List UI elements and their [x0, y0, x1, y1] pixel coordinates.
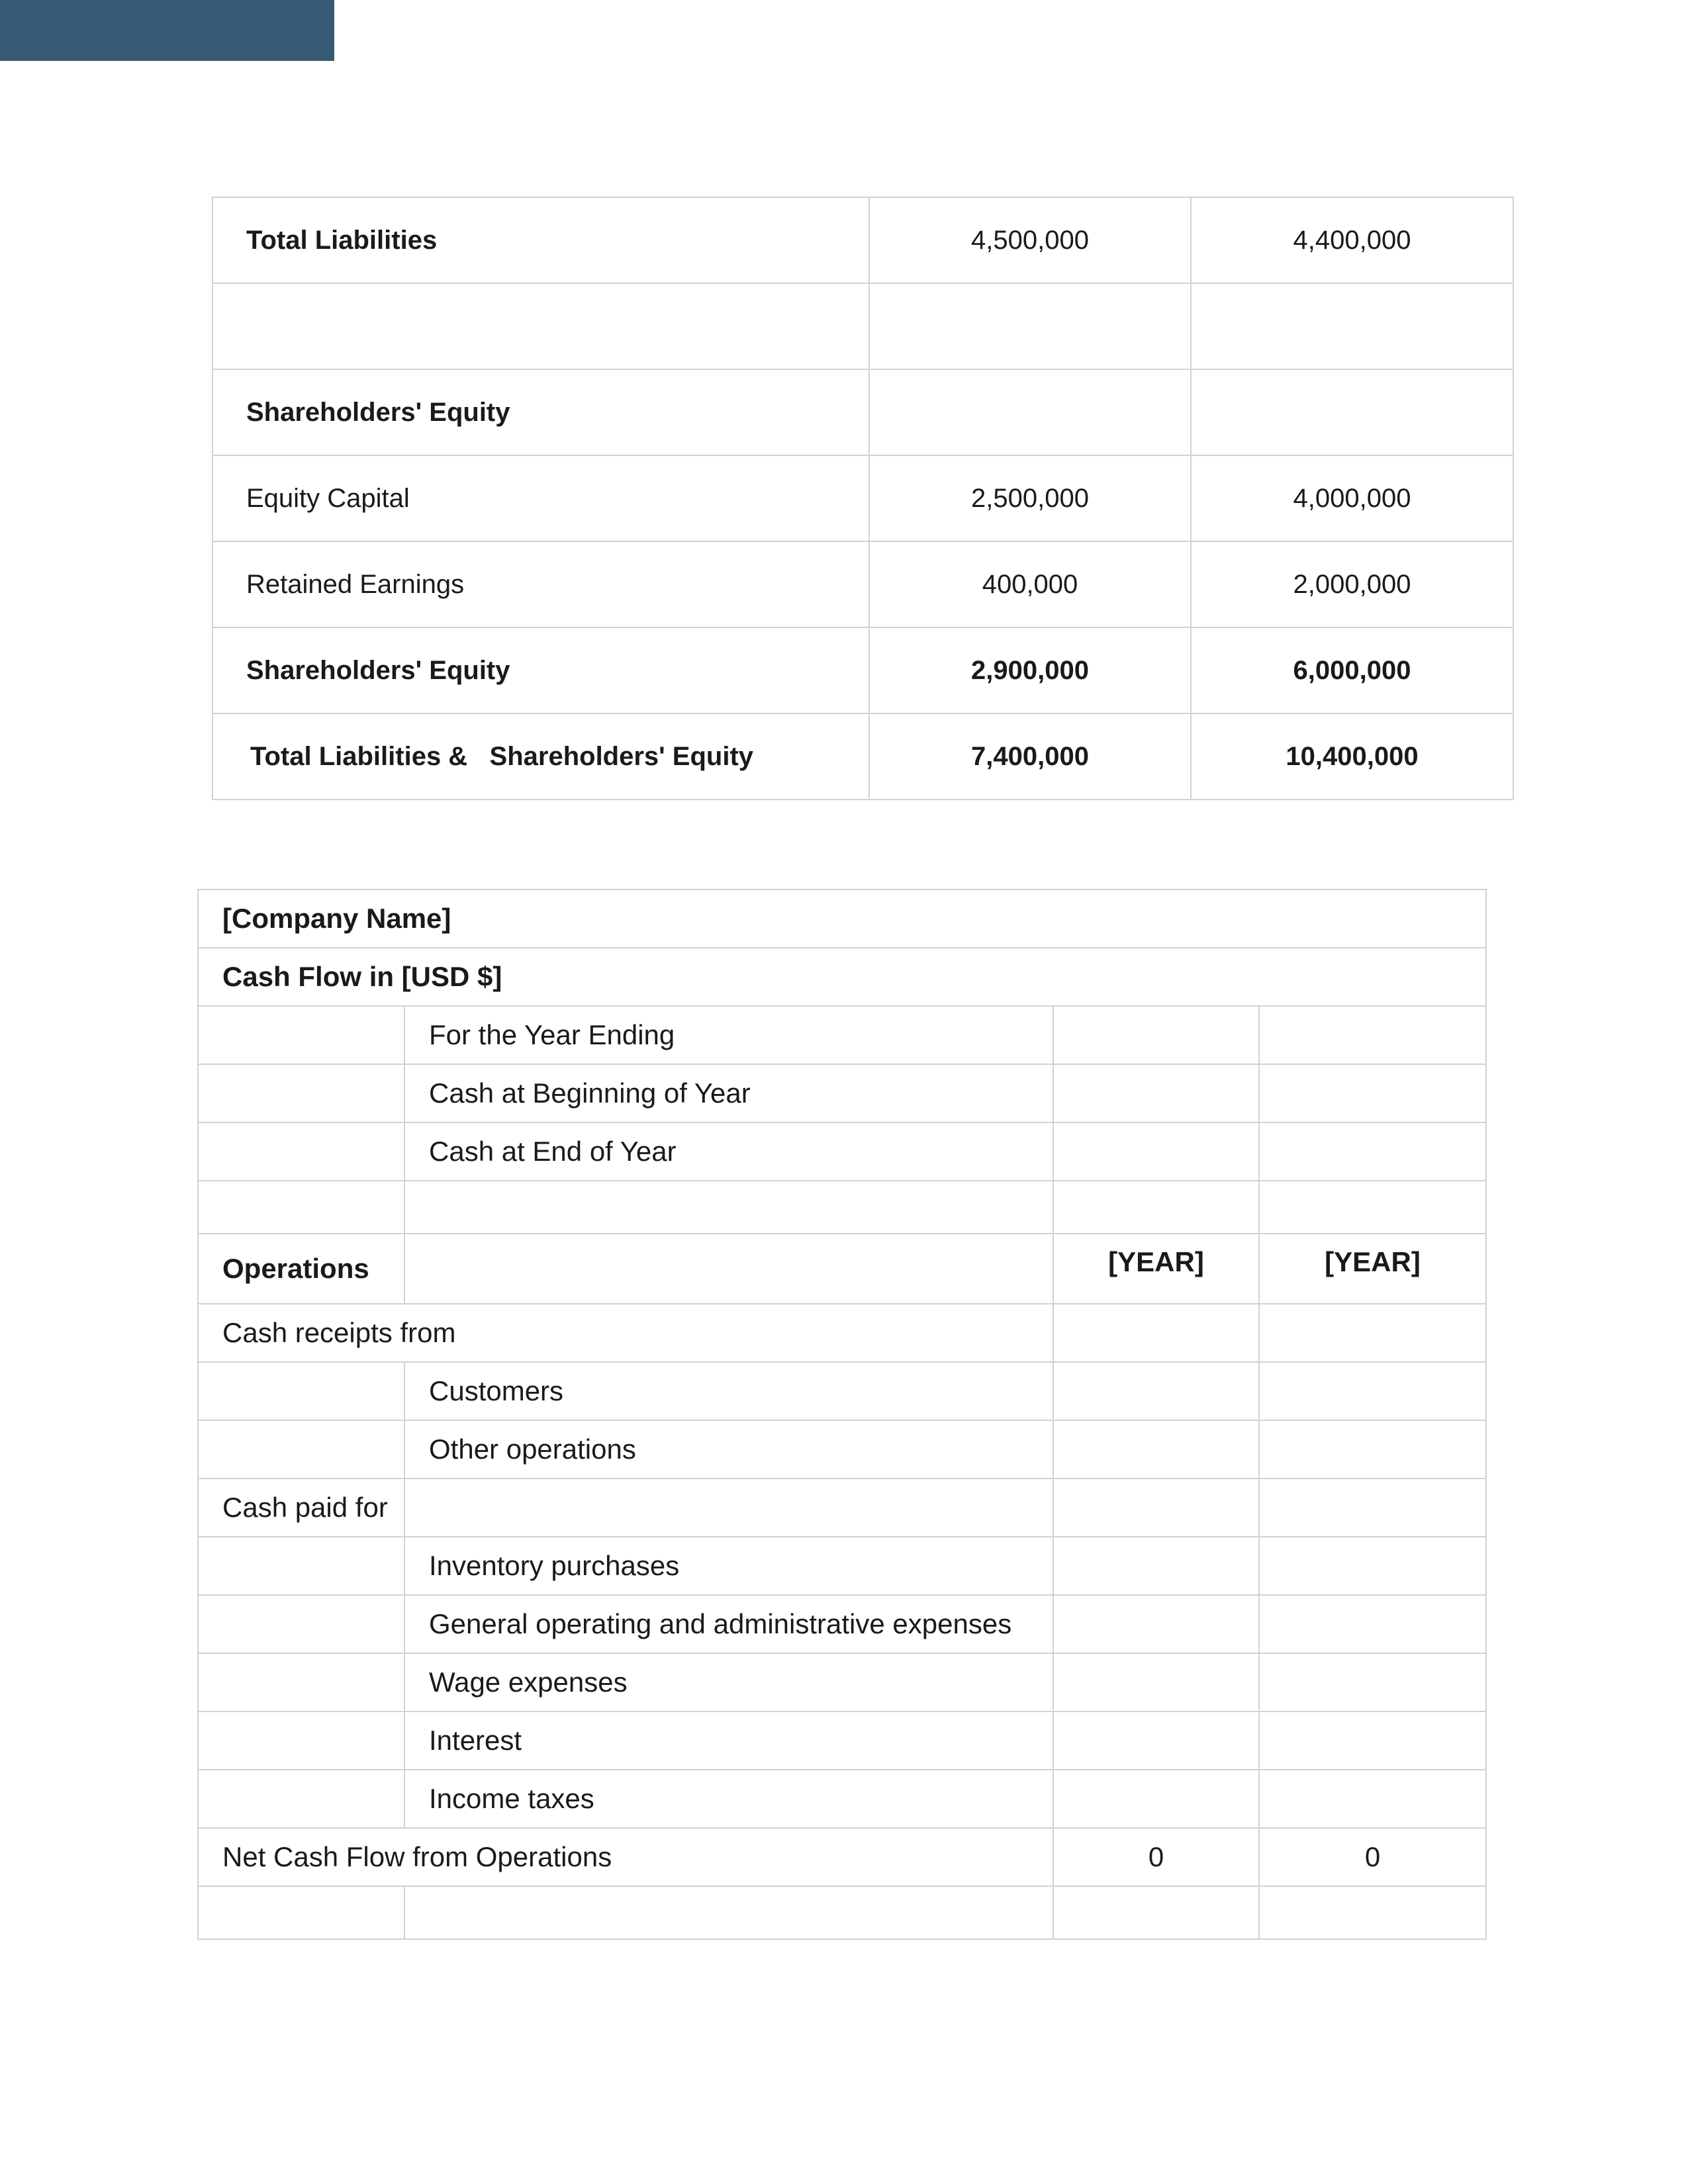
table-row [212, 283, 1513, 369]
row-value-2: 6,000,000 [1191, 627, 1513, 713]
company-name-row [198, 889, 1486, 948]
table-row [198, 1595, 1486, 1653]
row-label: Retained Earnings [212, 541, 869, 627]
row-label: Equity Capital [212, 455, 869, 541]
table-row [198, 1064, 1486, 1122]
table-row [198, 1122, 1486, 1181]
table-row [198, 1770, 1486, 1828]
cash-paid-label: Cash paid for [198, 1479, 404, 1537]
company-name: [Company Name] [198, 889, 1486, 948]
table-row [212, 197, 1513, 283]
row-label: Shareholders' Equity [212, 369, 869, 455]
cash-flow-table [197, 889, 1487, 1940]
table-row [198, 1711, 1486, 1770]
table-row [198, 1304, 1486, 1362]
cash-beginning-label: Cash at Beginning of Year [404, 1064, 1053, 1122]
row-value-2: 4,000,000 [1191, 455, 1513, 541]
operations-label: Operations [198, 1234, 404, 1304]
cash-flow-title: Cash Flow in [USD $] [198, 948, 1486, 1006]
income-taxes-label: Income taxes [404, 1770, 1053, 1828]
row-value-2 [1191, 283, 1513, 369]
row-label: Shareholders' Equity [212, 627, 869, 713]
row-label: Total Liabilities [212, 197, 869, 283]
row-label [212, 283, 869, 369]
row-value-1 [869, 369, 1191, 455]
table-row [212, 541, 1513, 627]
table-row [198, 1886, 1486, 1939]
row-value-1: 2,900,000 [869, 627, 1191, 713]
row-value-1 [869, 283, 1191, 369]
net-cash-flow-row [198, 1828, 1486, 1886]
cash-receipts-label: Cash receipts from [198, 1304, 1053, 1362]
row-value-1: 4,500,000 [869, 197, 1191, 283]
operations-header-row [198, 1234, 1486, 1304]
table-row [198, 1653, 1486, 1711]
row-label: Total Liabilities & Shareholders' Equity [212, 713, 869, 799]
table-row [212, 369, 1513, 455]
net-cash-flow-value-1: 0 [1053, 1828, 1259, 1886]
customers-label: Customers [404, 1362, 1053, 1420]
table-row [212, 455, 1513, 541]
table-row [212, 713, 1513, 799]
row-value-2: 2,000,000 [1191, 541, 1513, 627]
for-year-ending-label: For the Year Ending [404, 1006, 1053, 1064]
wage-expenses-label: Wage expenses [404, 1653, 1053, 1711]
row-value-1: 2,500,000 [869, 455, 1191, 541]
table-row [198, 1362, 1486, 1420]
row-value-2 [1191, 369, 1513, 455]
year-header-2: [YEAR] [1259, 1234, 1486, 1304]
balance-sheet-table [212, 197, 1514, 800]
currency-title-row [198, 948, 1486, 1006]
table-row [198, 1181, 1486, 1234]
header-accent-bar [0, 0, 334, 61]
general-expenses-label: General operating and administrative expenses [404, 1595, 1053, 1653]
net-cash-flow-value-2: 0 [1259, 1828, 1486, 1886]
table-row [198, 1537, 1486, 1595]
row-value-1: 400,000 [869, 541, 1191, 627]
interest-label: Interest [404, 1711, 1053, 1770]
table-row [198, 1006, 1486, 1064]
cash-end-label: Cash at End of Year [404, 1122, 1053, 1181]
row-value-2: 10,400,000 [1191, 713, 1513, 799]
net-cash-flow-label: Net Cash Flow from Operations [198, 1828, 1053, 1886]
table-row [198, 1420, 1486, 1479]
table-row [198, 1479, 1486, 1537]
inventory-purchases-label: Inventory purchases [404, 1537, 1053, 1595]
row-value-1: 7,400,000 [869, 713, 1191, 799]
other-operations-label: Other operations [404, 1420, 1053, 1479]
year-header-1: [YEAR] [1053, 1234, 1259, 1304]
row-value-2: 4,400,000 [1191, 197, 1513, 283]
table-row [212, 627, 1513, 713]
